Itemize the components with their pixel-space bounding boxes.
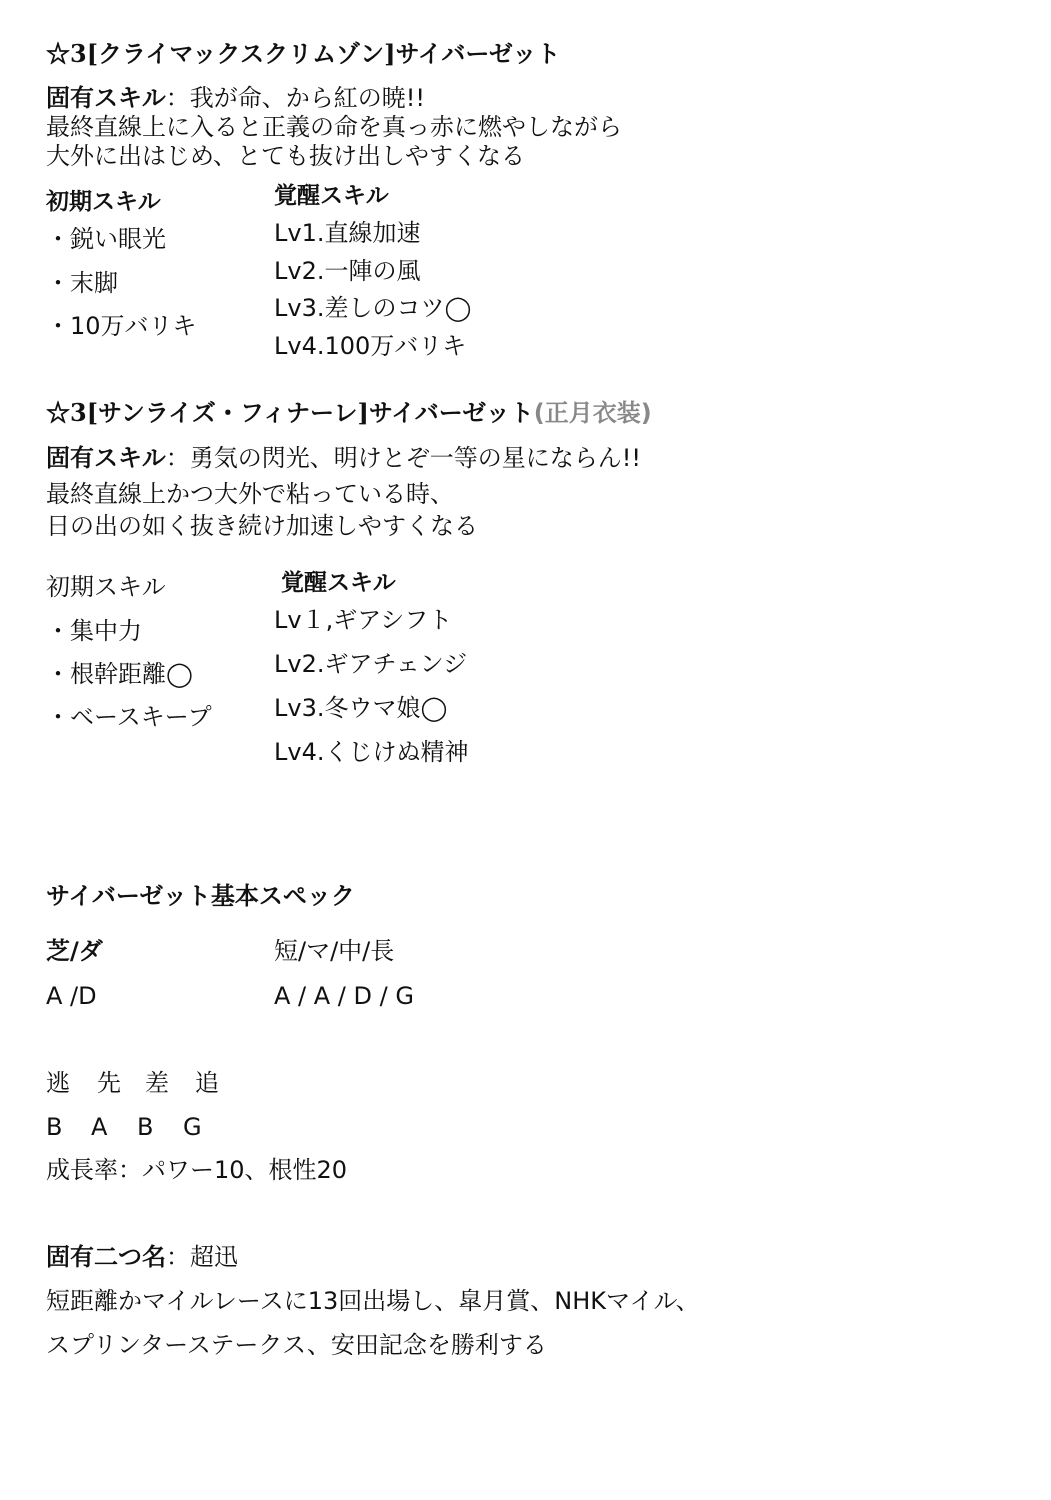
awaken-skill-item: Lv１,ギアシフト	[274, 606, 453, 634]
description-line: 日の出の如く抜き続け加速しやすくなる	[46, 512, 478, 540]
distance-value: A / A / D / G	[274, 982, 414, 1010]
style-value: B	[46, 1113, 63, 1141]
epithet-sep: ：	[166, 1243, 190, 1271]
unique-skill-label: 固有スキル	[46, 444, 166, 472]
section1-awaken-skills-header: 覚醒スキル	[274, 182, 389, 209]
section1-unique-skill	[46, 84, 425, 113]
section2-title-note: (正月衣装)	[533, 399, 652, 427]
initial-skill-item: ・鋭い眼光	[46, 225, 166, 253]
initial-skill-item: ・集中力	[46, 617, 142, 645]
distance-label: 短/マ/中/長	[274, 937, 395, 965]
style-label: 逃	[46, 1069, 70, 1097]
style-value: A	[91, 1113, 108, 1141]
awaken-skill-item: Lv4.100万バリキ	[274, 332, 467, 360]
epithet-label: 固有二つ名	[46, 1243, 166, 1271]
section1-title: ☆3[クライマックスクリムゾン]サイバーゼット	[46, 39, 561, 68]
style-value: B	[137, 1113, 154, 1141]
surface-label: 芝/ダ	[46, 937, 103, 965]
growth-rate: 成長率：パワー10、根性20	[46, 1156, 348, 1184]
description-line: 最終直線上に入ると正義の命を真っ赤に燃やしながら	[46, 113, 622, 141]
unique-skill-name: 我が命、から紅の暁!!	[189, 84, 426, 112]
style-label: 追	[195, 1069, 219, 1097]
section2-initial-skills-header: 初期スキル	[46, 573, 166, 601]
style-label: 差	[145, 1069, 169, 1097]
section1-description	[46, 113, 622, 171]
awaken-skill-item: Lv4.くじけぬ精神	[274, 738, 469, 766]
unique-skill-name: 勇気の閃光、明けとぞ一等の星にならん!!	[189, 444, 642, 472]
section2-title-text: ☆3[サンライズ・フィナーレ]サイバーゼット	[46, 398, 534, 427]
epithet-description-line: スプリンターステークス、安田記念を勝利する	[46, 1331, 547, 1359]
section2-unique-skill	[46, 444, 641, 473]
awaken-skill-item: Lv1.直線加速	[274, 219, 421, 247]
initial-skill-item: ・10万バリキ	[46, 312, 197, 340]
awaken-skill-item: Lv3.差しのコツ◯	[274, 294, 472, 322]
section2-title	[46, 399, 652, 428]
unique-skill-sep: ：	[165, 444, 190, 472]
initial-skill-item: ・末脚	[46, 269, 118, 297]
unique-skill-label: 固有スキル	[46, 84, 166, 112]
section2-awaken-skills-header: 覚醒スキル	[281, 569, 396, 596]
description-line: 最終直線上かつ大外で粘っている時、	[46, 480, 454, 508]
unique-skill-sep: ：	[165, 84, 190, 112]
description-line: 大外に出はじめ、とても抜け出しやすくなる	[46, 142, 526, 170]
awaken-skill-item: Lv2.一陣の風	[274, 257, 421, 285]
epithet	[46, 1243, 238, 1272]
section2-description	[46, 478, 478, 542]
awaken-skill-item: Lv2.ギアチェンジ	[274, 650, 468, 678]
epithet-name: 超迅	[190, 1243, 238, 1271]
style-value: G	[183, 1113, 202, 1141]
style-label: 先	[97, 1069, 121, 1097]
specs-title: サイバーゼット基本スペック	[46, 881, 355, 910]
awaken-skill-item: Lv3.冬ウマ娘◯	[274, 694, 448, 722]
epithet-description-line: 短距離かマイルレースに13回出場し、皐月賞、NHKマイル、	[46, 1287, 700, 1315]
initial-skill-item: ・根幹距離◯	[46, 660, 193, 688]
surface-value: A /D	[46, 982, 97, 1010]
initial-skill-item: ・ベースキープ	[46, 703, 212, 731]
section1-initial-skills-header: 初期スキル	[46, 188, 161, 215]
